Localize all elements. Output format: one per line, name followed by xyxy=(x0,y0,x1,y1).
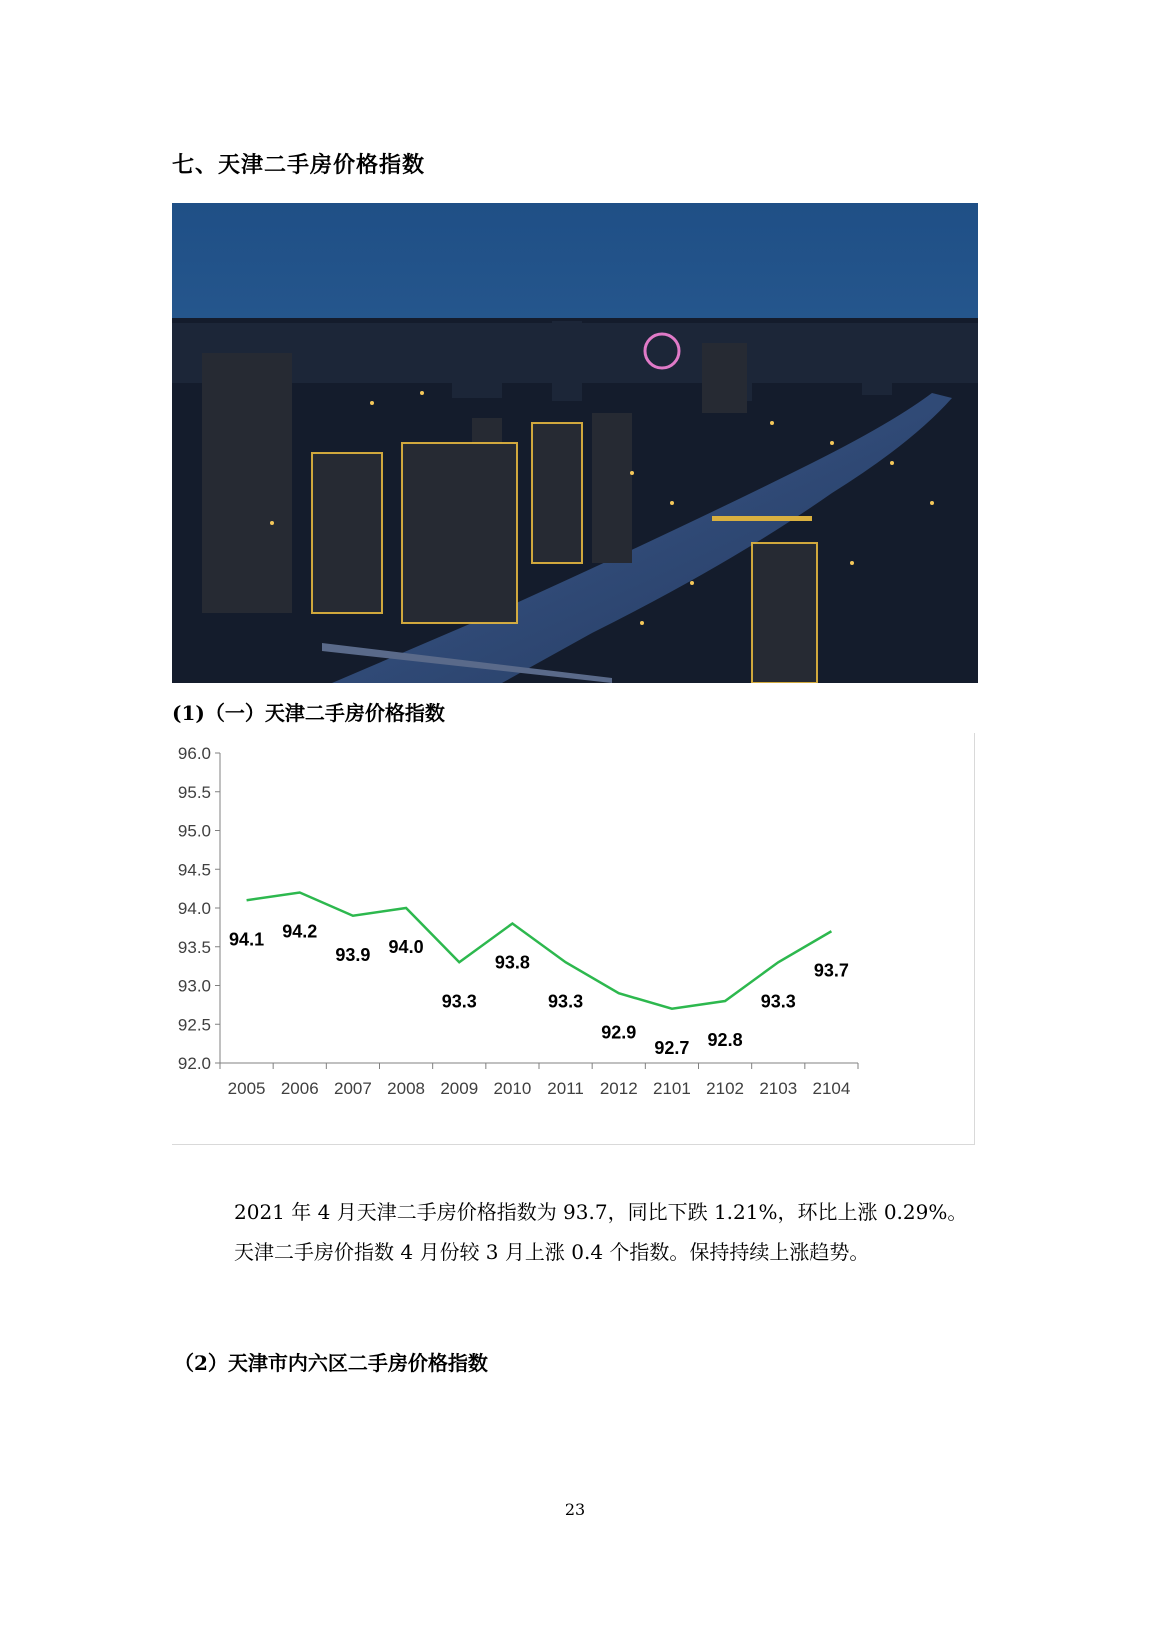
section-2-title: （2）天津市内六区二手房价格指数 xyxy=(174,1351,488,1375)
data-label: 93.3 xyxy=(548,991,584,1012)
data-label: 92.8 xyxy=(707,1030,743,1050)
x-tick-label: 2009 xyxy=(440,1079,479,1098)
y-tick-label: 92.5 xyxy=(177,1015,211,1035)
paragraph-line-2: 天津二手房价指数 4 月份较 3 月上涨 0.4 个指数。保持持续上涨趋势。 xyxy=(234,1240,870,1264)
y-tick-label: 96.0 xyxy=(177,744,211,763)
section-1-title: (1)（一）天津二手房价格指数 xyxy=(172,701,445,725)
x-tick-label: 2011 xyxy=(547,1079,584,1098)
x-tick-label: 2101 xyxy=(653,1079,691,1098)
data-label: 93.9 xyxy=(335,944,371,965)
x-tick-label: 2008 xyxy=(387,1079,425,1098)
x-tick-label: 2012 xyxy=(599,1079,638,1098)
data-label: 93.3 xyxy=(760,991,796,1012)
x-tick-label: 2006 xyxy=(280,1079,319,1098)
data-label: 93.3 xyxy=(441,991,477,1012)
page-number: 23 xyxy=(564,1500,586,1519)
index-series-line xyxy=(247,893,832,1012)
data-label: 93.7 xyxy=(813,960,849,981)
data-label: 94.2 xyxy=(282,921,318,942)
data-label: 92.7 xyxy=(654,1037,690,1058)
x-tick-label: 2104 xyxy=(812,1079,851,1098)
x-tick-label: 2007 xyxy=(334,1079,372,1098)
data-label: 92.9 xyxy=(601,1022,637,1043)
x-tick-label: 2102 xyxy=(706,1079,744,1098)
y-tick-label: 93.0 xyxy=(177,976,211,996)
price-index-chart xyxy=(172,733,975,1145)
y-tick-label: 95.5 xyxy=(177,782,211,802)
y-tick-label: 95.0 xyxy=(177,821,211,841)
data-label: 94.0 xyxy=(388,937,424,957)
x-tick-label: 2103 xyxy=(759,1079,798,1098)
x-tick-label: 2005 xyxy=(227,1079,266,1098)
y-tick-label: 94.5 xyxy=(177,860,211,880)
y-tick-label: 93.5 xyxy=(177,937,211,957)
paragraph-line-1: 2021 年 4 月天津二手房价格指数为 93.7，同比下跌 1.21%，环比上涨 0.29%。 xyxy=(234,1200,968,1224)
y-tick-label: 92.0 xyxy=(177,1054,211,1073)
line-chart-svg xyxy=(172,733,974,1144)
data-label: 94.1 xyxy=(229,929,265,950)
x-tick-label: 2010 xyxy=(493,1079,532,1098)
data-label: 93.8 xyxy=(494,952,530,973)
section-heading: 七、天津二手房价格指数 xyxy=(172,152,426,178)
y-tick-label: 94.0 xyxy=(177,899,211,918)
city-night-photo xyxy=(172,203,978,683)
